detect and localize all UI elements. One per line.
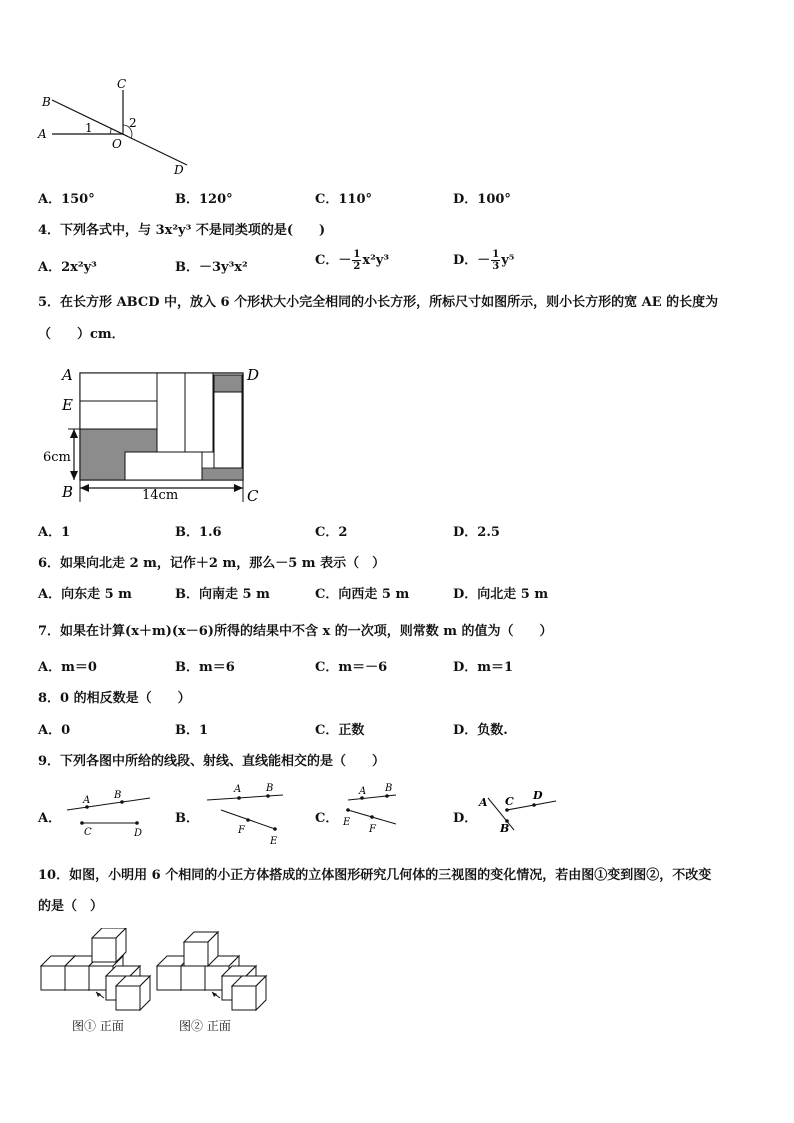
q5-rectangle-figure bbox=[40, 360, 270, 508]
label-f: F bbox=[369, 824, 376, 835]
q9-figure-b bbox=[203, 780, 291, 848]
q4-d-num: 1 bbox=[492, 249, 500, 260]
q6-option-c[interactable]: C．向西走 5 m bbox=[315, 587, 410, 602]
q4-d-den: 3 bbox=[492, 261, 500, 272]
q6-stem: 6．如果向北走 2 m，记作＋2 m，那么－5 m 表示（ ） bbox=[38, 556, 386, 571]
q5-option-d[interactable]: D．2.5 bbox=[453, 525, 500, 540]
q8-option-a[interactable]: A．0 bbox=[38, 723, 71, 738]
label-b: B bbox=[266, 783, 274, 794]
label-c: C bbox=[84, 827, 92, 838]
label-b: B bbox=[385, 783, 393, 794]
q4-c-num: 1 bbox=[353, 249, 361, 260]
q8-option-c[interactable]: C．正数 bbox=[315, 723, 365, 738]
label-b: B bbox=[500, 822, 510, 835]
q9-figure-a bbox=[62, 786, 157, 838]
q4-stem: 4．下列各式中，与 3x²y³ 不是同类项的是( ) bbox=[38, 223, 326, 238]
q4-d-fraction bbox=[491, 249, 500, 272]
label-b: B bbox=[42, 95, 51, 109]
label-e: E bbox=[343, 817, 351, 828]
label-e: E bbox=[270, 836, 278, 847]
q3-option-d[interactable]: D．100° bbox=[453, 192, 511, 207]
label-b: B bbox=[114, 790, 122, 801]
label-b: B bbox=[62, 483, 74, 501]
q4-option-c[interactable] bbox=[315, 249, 389, 272]
label-d: D bbox=[247, 366, 260, 384]
q3-option-c[interactable]: C．110° bbox=[315, 192, 372, 207]
q9-option-a[interactable]: A． bbox=[38, 811, 62, 826]
q10-figure-1 bbox=[40, 928, 155, 1016]
q7-option-d[interactable]: D．m＝1 bbox=[453, 660, 514, 675]
q5-option-b[interactable]: B．1.6 bbox=[175, 525, 222, 540]
q9-stem: 9．下列各图中所给的线段、射线、直线能相交的是（ ） bbox=[38, 754, 386, 769]
q7-option-a[interactable]: A．m＝0 bbox=[38, 660, 97, 675]
q9-option-b[interactable]: B． bbox=[175, 811, 199, 826]
q4-c-den: 2 bbox=[353, 261, 361, 272]
q10-caption-1: 图① 正面 bbox=[72, 1019, 124, 1033]
q4-d-suffix: y⁵ bbox=[501, 253, 515, 268]
angle-2-label: 2 bbox=[129, 116, 137, 130]
q4-option-b[interactable]: B．－3y³x² bbox=[175, 260, 248, 275]
q10-caption-2: 图② 正面 bbox=[179, 1019, 231, 1033]
q4-option-a[interactable]: A．2x²y³ bbox=[38, 260, 97, 275]
q8-option-d[interactable]: D．负数. bbox=[453, 723, 508, 738]
label-c: C bbox=[505, 795, 514, 808]
q6-option-a[interactable]: A．向东走 5 m bbox=[38, 587, 132, 602]
q9-option-c[interactable]: C． bbox=[315, 811, 339, 826]
q7-stem: 7．如果在计算(x＋m)(x－6)所得的结果中不含 x 的一次项，则常数 m 的值为（ ） bbox=[38, 624, 553, 639]
q10-figure-2 bbox=[156, 928, 271, 1016]
q5-stem-line2: （ ）cm． bbox=[38, 327, 125, 342]
q7-option-b[interactable]: B．m＝6 bbox=[175, 660, 235, 675]
q9-figure-c bbox=[338, 782, 400, 838]
q4-option-d[interactable] bbox=[453, 249, 515, 272]
label-6cm: 6cm bbox=[43, 450, 71, 465]
label-c: C bbox=[247, 487, 259, 505]
q6-option-b[interactable]: B．向南走 5 m bbox=[175, 587, 270, 602]
q7-option-c[interactable]: C．m＝－6 bbox=[315, 660, 388, 675]
label-a: A bbox=[38, 127, 47, 141]
label-a: A bbox=[359, 786, 367, 797]
q5-option-a[interactable]: A．1 bbox=[38, 525, 71, 540]
label-d: D bbox=[533, 789, 543, 802]
q10-stem-line1: 10．如图，小明用 6 个相同的小正方体搭成的立体图形研究几何体的三视图的变化情况，若由图①变到图②，不改变 bbox=[38, 868, 712, 883]
q8-option-b[interactable]: B．1 bbox=[175, 723, 209, 738]
q6-option-d[interactable]: D．向北走 5 m bbox=[453, 587, 549, 602]
q4-c-prefix: C．－ bbox=[315, 253, 352, 268]
q4-d-prefix: D．－ bbox=[453, 253, 491, 268]
q8-stem: 8．0 的相反数是（ ） bbox=[38, 691, 191, 706]
label-f: F bbox=[238, 825, 245, 836]
label-a: A bbox=[62, 366, 73, 384]
q5-stem-line1: 5．在长方形 ABCD 中，放入 6 个形状大小完全相同的小长方形，所标尺寸如图所示，则小长方形的宽 AE 的长度为 bbox=[38, 295, 719, 310]
q10-stem-line2: 的是（ ） bbox=[38, 899, 104, 914]
label-c: C bbox=[117, 77, 127, 91]
angle-1-label: 1 bbox=[85, 121, 93, 135]
q3-option-b[interactable]: B．120° bbox=[175, 192, 233, 207]
q3-angle-figure bbox=[30, 75, 200, 180]
label-14cm: 14cm bbox=[142, 488, 179, 503]
q4-c-fraction bbox=[352, 249, 361, 272]
q3-option-a[interactable]: A．150° bbox=[38, 192, 95, 207]
label-a: A bbox=[479, 796, 488, 809]
label-a: A bbox=[83, 795, 91, 806]
label-o: O bbox=[112, 137, 122, 151]
q9-option-d[interactable]: D． bbox=[453, 811, 478, 826]
label-a: A bbox=[234, 784, 242, 795]
label-e: E bbox=[62, 396, 73, 414]
label-d: D bbox=[134, 828, 143, 838]
q9-figure-d bbox=[476, 784, 560, 838]
label-d: D bbox=[174, 163, 184, 177]
q5-option-c[interactable]: C．2 bbox=[315, 525, 348, 540]
q4-c-suffix: x²y³ bbox=[362, 253, 390, 268]
